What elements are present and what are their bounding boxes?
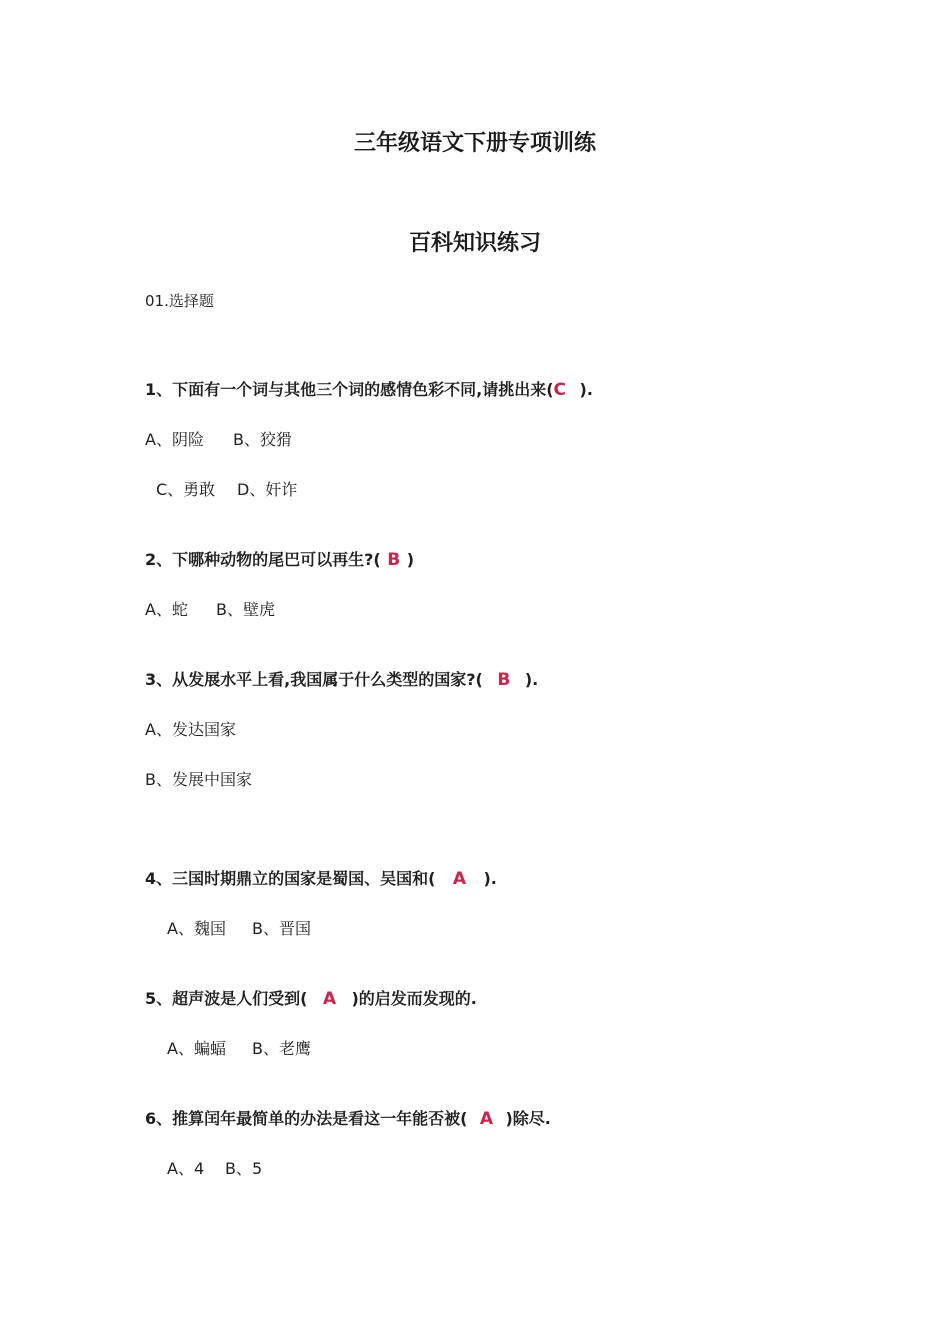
- question-number: 5、: [145, 989, 173, 1008]
- question-6: [145, 1106, 551, 1129]
- option-2b: B、壁虎: [216, 600, 275, 619]
- question-4: [145, 866, 497, 889]
- option-2a: A、蛇: [145, 600, 188, 619]
- question-text: 下哪种动物的尾巴可以再生?(: [172, 550, 381, 569]
- question-number: 1、: [145, 380, 173, 399]
- option-5a: A、蝙蝠: [167, 1039, 226, 1058]
- option-3a: A、发达国家: [145, 720, 236, 739]
- question-text: 超声波是人们受到(: [172, 989, 308, 1008]
- option-3b: B、发展中国家: [145, 770, 252, 789]
- option-5b: B、老鹰: [252, 1039, 311, 1058]
- section-label: 01.选择题: [145, 292, 214, 310]
- question-1: [145, 377, 593, 400]
- option-1b: B、狡猾: [233, 430, 292, 449]
- page-subtitle: 百科知识练习: [408, 231, 541, 256]
- question-text-end: ).: [579, 380, 593, 399]
- question-text-end: )的启发而发现的.: [351, 989, 477, 1008]
- answer-mark: B: [387, 550, 401, 570]
- option-6b: B、5: [225, 1159, 263, 1178]
- question-text: 下面有一个词与其他三个词的感情色彩不同,请挑出来(: [172, 380, 554, 399]
- question-text: 推算闰年最简单的办法是看这一年能否被(: [172, 1109, 468, 1128]
- option-4a: A、魏国: [167, 919, 226, 938]
- answer-mark: B: [497, 670, 511, 690]
- question-text-end: )除尽.: [505, 1109, 551, 1128]
- question-2: [145, 547, 414, 570]
- question-text: 三国时期鼎立的国家是蜀国、吴国和(: [172, 869, 436, 888]
- option-6a: A、4: [167, 1159, 205, 1178]
- question-text-end: ): [406, 550, 415, 569]
- answer-mark: A: [479, 1109, 494, 1129]
- question-number: 4、: [145, 869, 173, 888]
- question-text: 从发展水平上看,我国属于什么类型的国家?(: [172, 670, 483, 689]
- option-1c: C、勇敢: [156, 480, 216, 499]
- question-number: 3、: [145, 670, 173, 689]
- answer-mark: A: [452, 869, 467, 889]
- option-1a: A、阴险: [145, 430, 204, 449]
- question-text-end: ).: [483, 869, 497, 888]
- answer-mark: C: [553, 380, 567, 400]
- answer-mark: A: [322, 989, 337, 1009]
- question-text-end: ).: [524, 670, 539, 689]
- option-4b: B、晋国: [252, 919, 311, 938]
- question-number: 2、: [145, 550, 173, 569]
- question-number: 6、: [145, 1109, 173, 1128]
- question-3: [145, 667, 538, 690]
- option-1d: D、奸诈: [237, 480, 298, 499]
- question-5: [145, 986, 477, 1009]
- page-title: 三年级语文下册专项训练: [353, 131, 596, 156]
